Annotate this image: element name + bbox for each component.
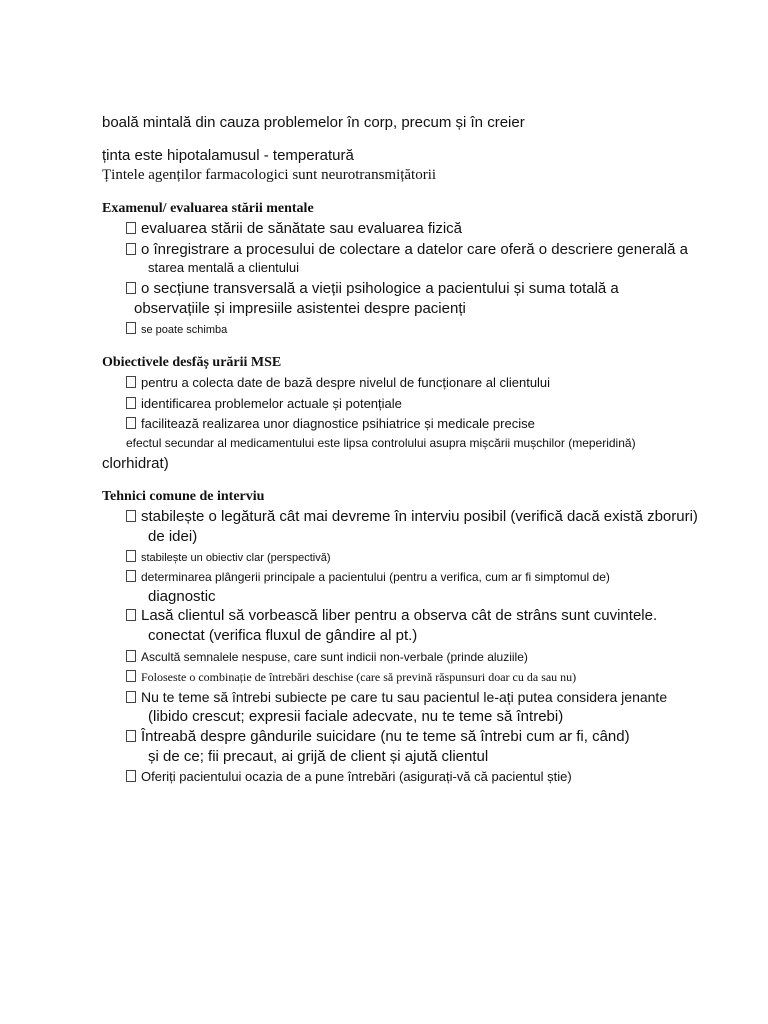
section-heading-objectives: Obiectivele desfăș urării MSE xyxy=(102,355,282,370)
missing-glyph-icon xyxy=(126,243,136,255)
list-item: stabilește un obiectiv clar (perspectivă) xyxy=(126,550,331,564)
list-item: Lasă clientul să vorbească liber pentru a observa cât de strâns sunt cuvintele. xyxy=(126,607,657,624)
section-heading-techniques: Tehnici comune de interviu xyxy=(102,489,265,504)
list-item: o înregistrare a procesului de colectare a datelor care oferă o descriere generală a xyxy=(126,241,688,258)
missing-glyph-icon xyxy=(126,670,136,682)
list-item-continuation: și de ce; fii precaut, ai grijă de client și ajută clientul xyxy=(148,748,489,765)
section-heading-mse: Examenul/ evaluarea stării mentale xyxy=(102,201,314,216)
list-item: evaluarea stării de sănătate sau evaluarea fizică xyxy=(126,220,462,237)
list-item: stabilește o legătură cât mai devreme în interviu posibil (verifică dacă există zboruri) xyxy=(126,508,698,525)
missing-glyph-icon xyxy=(126,550,136,562)
list-item-continuation: starea mentală a clientului xyxy=(148,260,300,275)
list-item-continuation: observațiile și impresiile asistentei despre pacienți xyxy=(134,300,466,317)
missing-glyph-icon xyxy=(126,510,136,522)
list-item: determinarea plângerii principale a pacientului (pentru a verifica, cum ar fi simptomul de) xyxy=(126,570,610,584)
intro-line-2: ținta este hipotalamusul - temperatură xyxy=(102,147,354,164)
paragraph-line: efectul secundar al medicamentului este lipsa controlului asupra mișcării mușchilor (meperidină) xyxy=(126,436,636,450)
missing-glyph-icon xyxy=(126,417,136,429)
missing-glyph-icon xyxy=(126,609,136,621)
missing-glyph-icon xyxy=(126,322,136,334)
list-item: identificarea problemelor actuale și potențiale xyxy=(126,396,402,411)
missing-glyph-icon xyxy=(126,397,136,409)
list-item-continuation: conectat (verifica fluxul de gândire al pt.) xyxy=(148,627,418,644)
missing-glyph-icon xyxy=(126,376,136,388)
missing-glyph-icon xyxy=(126,570,136,582)
list-item-continuation: diagnostic xyxy=(148,588,216,605)
list-item: o secțiune transversală a vieții psihologice a pacientului și suma totală a xyxy=(126,280,619,297)
missing-glyph-icon xyxy=(126,282,136,294)
missing-glyph-icon xyxy=(126,650,136,662)
list-item: Nu te teme să întrebi subiecte pe care tu sau pacientul le-ați putea considera jenante xyxy=(126,689,667,705)
intro-line-3: Țintele agenților farmacologici sunt neurotransmițătorii xyxy=(102,167,437,183)
missing-glyph-icon xyxy=(126,691,136,703)
list-item: pentru a colecta date de bază despre nivelul de funcționare al clientului xyxy=(126,375,550,390)
list-item: facilitează realizarea unor diagnostice psihiatrice și medicale precise xyxy=(126,416,535,431)
list-item: Oferiți pacientului ocazia de a pune întrebări (asigurați-vă că pacientul știe) xyxy=(126,769,572,784)
list-item: Ascultă semnalele nespuse, care sunt indicii non-verbale (prinde aluziile) xyxy=(126,650,528,664)
list-item: Întreabă despre gândurile suicidare (nu te teme să întrebi cum ar fi, când) xyxy=(126,728,630,745)
list-item-continuation: (libido crescut; expresii faciale adecvate, nu te teme să întrebi) xyxy=(148,708,564,725)
paragraph-line: clorhidrat) xyxy=(102,455,169,472)
list-item: se poate schimba xyxy=(126,322,227,336)
missing-glyph-icon xyxy=(126,222,136,234)
list-item-continuation: de idei) xyxy=(148,528,198,545)
list-item: Foloseste o combinație de întrebări deschise (care să prevină răspunsuri doar cu da sau nu) xyxy=(126,670,576,685)
missing-glyph-icon xyxy=(126,730,136,742)
intro-line-1: boală mintală din cauza problemelor în corp, precum și în creier xyxy=(102,114,525,131)
missing-glyph-icon xyxy=(126,770,136,782)
